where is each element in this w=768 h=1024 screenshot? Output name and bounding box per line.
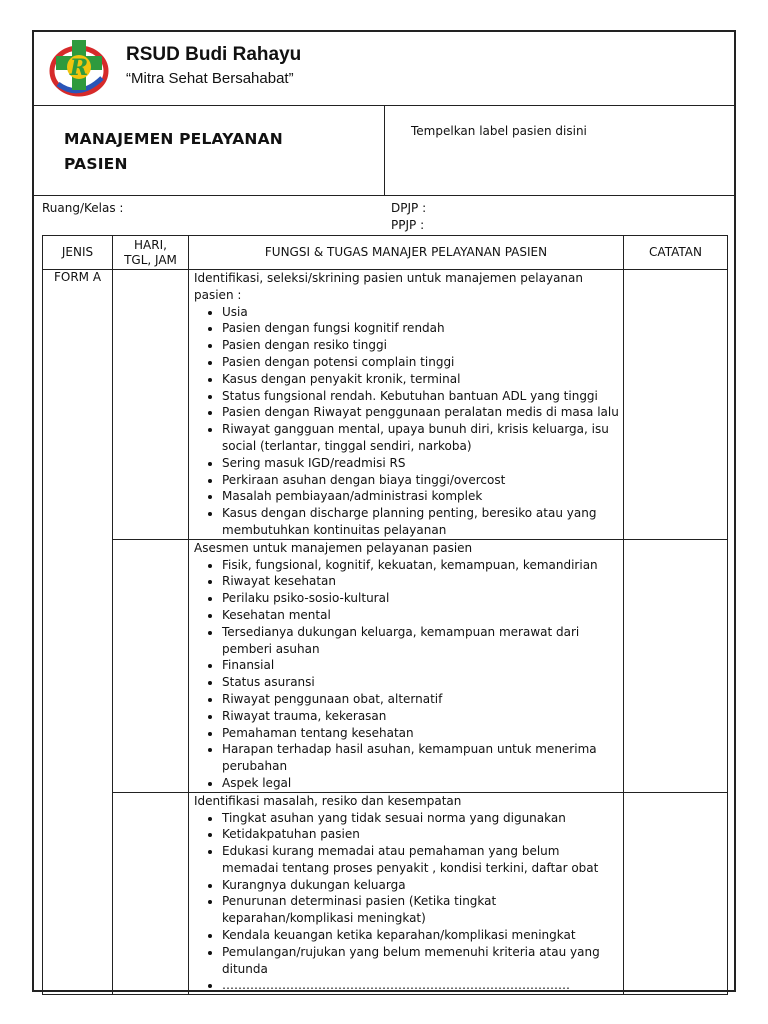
criteria-list [194,557,619,792]
col-header-jenis: JENIS [43,236,113,270]
table-header-row [43,236,728,270]
list-item: • Fisik, fungsional, kognitif, kekuatan, kemampuan, kemandirian [222,557,619,574]
document-title-line2: PASIEN [64,155,128,173]
list-item: • Kesehatan mental [222,607,619,624]
section-title: Identifikasi masalah, resiko dan kesempatan [194,793,462,808]
list-item: • Status fungsional rendah. Kebutuhan bantuan ADL yang tinggi [222,388,619,405]
list-item: • Pasien dengan resiko tinggi [222,337,619,354]
catatan-cell[interactable] [624,270,728,540]
hospital-logo-icon [48,38,110,100]
list-item: • Ketidakpatuhan pasien [222,826,619,843]
section-content [189,540,623,792]
col-header-hari-line1: HARI, [134,237,167,252]
list-item: • Tingkat asuhan yang tidak sesuai norma yang digunakan [222,810,619,827]
list-item: • Kasus dengan discharge planning penting, beresiko atau yang membutuhkan kontinuitas pelayanan [222,505,619,539]
fungsi-cell [189,539,624,792]
list-item: • Aspek legal [222,775,619,792]
patient-label-area: Tempelkan label pasien disini [411,124,587,138]
list-item: • Tersedianya dukungan keluarga, kemampuan merawat dari pemberi asuhan [222,624,619,658]
hari-tgl-jam-cell[interactable] [113,539,189,792]
list-item: • Finansial [222,657,619,674]
hospital-header [34,32,734,106]
list-item: • Riwayat kesehatan [222,573,619,590]
col-header-hari [113,236,189,270]
table-row [43,270,728,540]
list-item: • Pasien dengan potensi complain tinggi [222,354,619,371]
jenis-cell: FORM A [43,270,113,995]
list-item: • Riwayat trauma, kekerasan [222,708,619,725]
list-item: • Kurangnya dukungan keluarga [222,877,619,894]
ruang-kelas-field: Ruang/Kelas : [42,201,124,215]
ppjp-field: PPJP : [391,218,425,232]
table-row [43,539,728,792]
list-item: • Masalah pembiayaan/administrasi komplek [222,488,619,505]
col-header-hari-line2: TGL, JAM [124,252,177,267]
document-title-line1: MANAJEMEN PELAYANAN [64,130,283,148]
list-item: • Status asuransi [222,674,619,691]
list-item: • Sering masuk IGD/readmisi RS [222,455,619,472]
form-frame [32,30,736,992]
list-item: • Riwayat gangguan mental, upaya bunuh diri, krisis keluarga, isu social (terlantar, tinggal sendiri, narkoba) [222,421,619,455]
col-header-catatan: CATATAN [624,236,728,270]
criteria-list [194,304,619,539]
hari-tgl-jam-cell[interactable] [113,792,189,995]
list-item: • Harapan terhadap hasil asuhan, kemampuan untuk menerima perubahan [222,741,619,775]
hari-tgl-jam-cell[interactable] [113,270,189,540]
fungsi-cell [189,270,624,540]
criteria-list [194,810,619,995]
section-content [189,793,623,995]
section-title: Identifikasi, seleksi/skrining pasien untuk manajemen pelayanan pasien : [194,271,583,302]
section-content [189,270,623,539]
dpjp-field: DPJP : [391,201,427,215]
document-title [64,127,364,177]
catatan-cell[interactable] [624,539,728,792]
list-item: • Usia [222,304,619,321]
list-item: • Pasien dengan fungsi kognitif rendah [222,320,619,337]
list-item: • …………………………………………………………………………… [222,977,619,994]
col-header-fungsi: FUNGSI & TUGAS MANAJER PELAYANAN PASIEN [189,236,624,270]
catatan-cell[interactable] [624,792,728,995]
section-title: Asesmen untuk manajemen pelayanan pasien [194,540,473,555]
list-item: • Penurunan determinasi pasien (Ketika tingkat keparahan/komplikasi meningkat) [222,893,619,927]
list-item: • Pasien dengan Riwayat penggunaan peralatan medis di masa lalu [222,404,619,421]
list-item: • Perilaku psiko-sosio-kultural [222,590,619,607]
list-item: • Kasus dengan penyakit kronik, terminal [222,371,619,388]
table-row [43,792,728,995]
service-table [42,235,728,995]
list-item: • Kendala keuangan ketika keparahan/komplikasi meningkat [222,927,619,944]
title-block [34,105,734,196]
hospital-name: RSUD Budi Rahayu [126,44,302,65]
svg-text:R: R [69,55,89,81]
hospital-motto: “Mitra Sehat Bersahabat” [126,70,294,87]
list-item: • Pemahaman tentang kesehatan [222,725,619,742]
fungsi-cell [189,792,624,995]
list-item: • Edukasi kurang memadai atau pemahaman yang belum memadai tentang proses penyakit , kondisi terkini, daftar obat [222,843,619,877]
list-item: • Riwayat penggunaan obat, alternatif [222,691,619,708]
title-divider [384,105,385,195]
list-item: • Pemulangan/rujukan yang belum memenuhi kriteria atau yang ditunda [222,944,619,978]
list-item: • Perkiraan asuhan dengan biaya tinggi/overcost [222,472,619,489]
